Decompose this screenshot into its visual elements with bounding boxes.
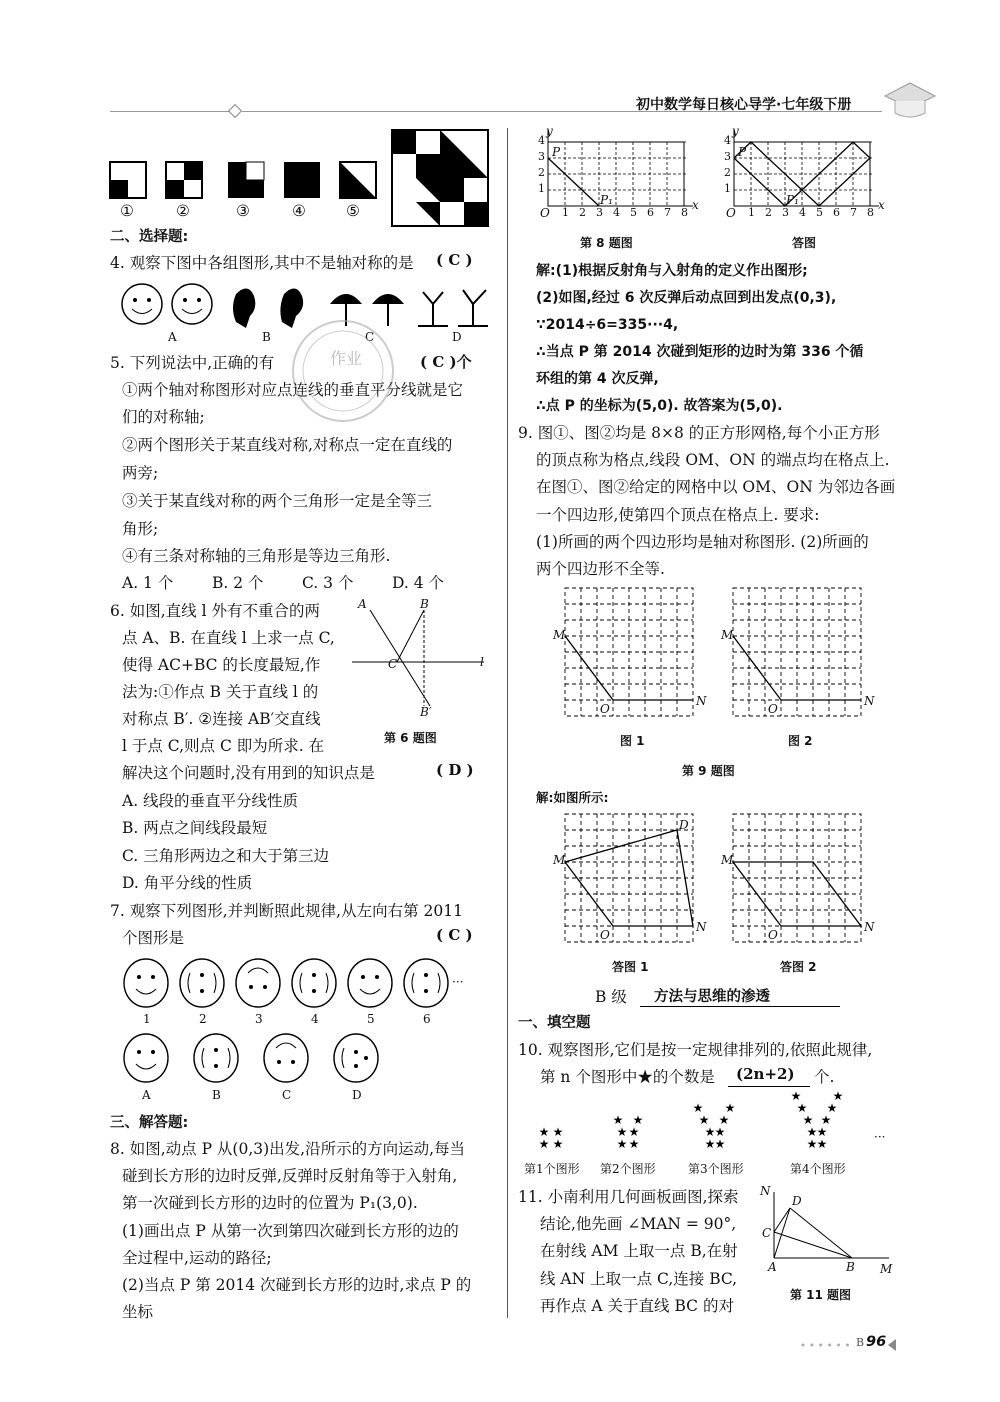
q8-sol-6: ∴点 P 的坐标为(5,0). 故答案为(5,0). [536,398,783,414]
q8-axis-o: O [540,206,550,220]
q7-num-4: 4 [311,1012,319,1026]
q9-fig1-o: O [600,702,610,716]
q9-caption: 第 9 题图 [682,764,735,778]
q9-fig1-m: M [553,628,566,642]
svg-text:★: ★ [826,1101,838,1115]
level-b-underline [640,1006,840,1007]
q5-option-d: D. 4 个 [392,574,445,592]
q7-num-1: 1 [143,1012,151,1026]
q11-caption: 第 11 题图 [790,1288,852,1302]
q11-line-4: 线 AN 上取一点 C,连接 BC, [540,1270,738,1288]
svg-text:★: ★ [538,1125,550,1139]
q4-text: 4. 观察下图中各组图形,其中不是轴对称的是 [110,254,414,272]
q9-fig2-n: N [864,694,875,708]
q10-line-1: 10. 观察图形,它们是按一定规律排列的,依照此规律, [518,1041,873,1059]
q8-xtick: 4 [799,206,806,219]
svg-text:★: ★ [724,1101,736,1115]
q8-axis-y: y [546,124,553,138]
q9-grid-2 [733,588,863,718]
q8-sol-3: ∵2014÷6=335···4, [536,317,679,333]
q9-fig2-o: O [768,702,778,716]
q7-line-1: 7. 观察下列图形,并判断照此规律,从左向右第 2011 [110,902,463,920]
section-answer-title: 三、解答题: [110,1115,189,1131]
svg-text:★: ★ [692,1101,704,1115]
q4-answer: ( C ) [436,251,473,269]
q9-answer-fig1-label: 答图 1 [612,960,649,974]
q11-line-1: 11. 小南利用几何画板画图,探索 [518,1188,739,1206]
q8-ytick: 4 [724,134,731,147]
q11-fig-b: B [846,1260,855,1274]
svg-text:★: ★ [806,1125,818,1139]
svg-text:★: ★ [816,1137,828,1151]
q11-fig-m: M [880,1262,893,1276]
header-diamond [228,104,242,118]
q8-ytick: 2 [538,166,545,179]
svg-text:★: ★ [704,1137,716,1151]
q6-line-6: l 于点 C,则点 C 即为所求. 在 [122,737,325,755]
q11-figure [764,1190,894,1270]
q8-ytick: 1 [538,182,545,195]
page-number: 96 [866,1334,887,1350]
q8-line-7: 坐标 [122,1303,154,1321]
q5-answer: ( C )个 [420,353,472,371]
q9-ans1-n: N [696,920,707,934]
q5-line-2: 们的对称轴; [122,408,205,426]
q6-option-a: A. 线段的垂直平分线性质 [122,792,299,810]
q5-line-7: ④有三条对称轴的三角形是等边三角形. [122,547,391,565]
q9-ans2-o: O [768,928,778,942]
q9-ans2-n: N [864,920,875,934]
q4-label-b: B [262,330,271,344]
svg-text:★: ★ [612,1113,624,1127]
q9-line-5: (1)所画的两个四边形均是轴对称图形. (2)所画的 [536,533,869,551]
q8-xtick: 1 [748,206,755,219]
page-dots: •••••• [800,1341,854,1352]
svg-text:★: ★ [718,1113,730,1127]
q8-xtick: 3 [596,206,603,219]
q8-sol-4: ∴当点 P 第 2014 次碰到矩形的边时为第 336 个循 [536,344,864,360]
svg-text:★: ★ [802,1113,814,1127]
q6-fig-a: A [358,597,367,611]
q9-line-2: 的顶点称为格点,线段 OM、ON 的端点均在格点上. [536,451,890,469]
svg-text:★: ★ [714,1125,726,1139]
q8-ytick: 3 [724,150,731,163]
q10-stars [530,1089,880,1152]
q9-answer-fig2-label: 答图 2 [780,960,817,974]
q7-num-6: 6 [423,1012,431,1026]
q9-fig1-n: N [696,694,707,708]
svg-text:★: ★ [714,1137,726,1151]
q10-blank-underline [728,1086,810,1087]
q9-fig2-m: M [721,628,734,642]
q9-ans1-o: O [600,928,610,942]
q9-line-1: 9. 图①、图②均是 8×8 的正方形网格,每个小正方形 [518,424,880,442]
q9-ans2-m: M [721,853,734,867]
q11-line-5: 再作点 A 关于直线 BC 的对 [540,1297,734,1315]
svg-text:★: ★ [628,1125,640,1139]
q7-num-3: 3 [255,1012,263,1026]
svg-text:★: ★ [538,1137,550,1151]
q6-fig-b: B [420,597,429,611]
q8-ytick: 4 [538,134,545,147]
q9-line-3: 在图①、图②给定的网格中以 OM、ON 为邻边各画 [536,478,896,496]
q9-grid-1 [565,588,695,718]
q3-label-1: ① [120,202,134,220]
q8-xtick: 6 [647,206,654,219]
q9-fig2-label: 图 2 [788,734,813,748]
svg-text:★: ★ [820,1113,832,1127]
q7-label-d: D [352,1088,362,1102]
svg-text:★: ★ [796,1101,808,1115]
q6-line-1: 6. 如图,直线 l 外有不重合的两 [110,602,320,620]
stamp-text: 作业 [330,349,363,368]
svg-text:★: ★ [806,1137,818,1151]
q10-line-2b: 个. [814,1068,835,1086]
q8-xtick: 5 [630,206,637,219]
q7-options [120,1032,420,1090]
q5-option-b: B. 2 个 [212,574,264,592]
q8-sol-2: (2)如图,经过 6 次反弹后动点回到出发点(0,3), [536,290,837,306]
q11-fig-a: A [768,1260,777,1274]
header-rule-left [110,111,230,112]
q8-answer-axis-o: O [726,206,736,220]
q8-line-4: (1)画出点 P 从第一次到第四次碰到长方形的边的 [122,1222,459,1240]
q6-line-7: 解决这个问题时,没有用到的知识点是 [122,764,375,782]
q10-label-4: 第4个图形 [790,1162,846,1176]
q8-xtick: 7 [850,206,857,219]
q6-line-2: 点 A、B. 在直线 l 上求一点 C, [122,629,335,647]
section-choice-title: 二、选择题: [110,229,189,245]
page-prefix: B [856,1336,865,1349]
q8-point-p: P [552,145,561,159]
svg-text:★: ★ [616,1125,628,1139]
q6-option-b: B. 两点之间线段最短 [122,819,268,837]
svg-text:★: ★ [616,1137,628,1151]
q7-num-5: 5 [367,1012,375,1026]
q9-solution: 解:如图所示: [536,790,609,805]
q8-xtick: 2 [765,206,772,219]
q6-figure [352,600,492,720]
q8-point-p1: P₁ [600,193,613,207]
q8-line-3: 第一次碰到长方形的边时的位置为 P₁(3,0). [122,1194,418,1212]
q8-xtick: 8 [867,206,874,219]
q6-line-5: 对称点 B′. ②连接 AB′交直线 [122,710,321,728]
q11-line-2: 结论,他先画 ∠MAN = 90°, [540,1215,737,1233]
q3-label-4: ④ [292,202,306,220]
q5-text: 5. 下列说法中,正确的有 [110,354,275,372]
stamp [288,316,398,426]
svg-text:★: ★ [832,1089,844,1103]
q7-faces [120,955,460,1015]
q10-ellipsis: ··· [874,1130,886,1144]
q6-option-d: D. 角平分线的性质 [122,874,253,892]
q8-line-6: (2)当点 P 第 2014 次碰到长方形的边时,求点 P 的 [122,1276,472,1294]
q7-label-b: B [212,1088,221,1102]
q11-line-3: 在射线 AM 上取一点 B,在射 [540,1242,738,1260]
q7-line-2: 个图形是 [122,929,185,947]
q3-label-3: ③ [236,202,250,220]
q3-label-2: ② [176,202,190,220]
q8-xtick: 8 [681,206,688,219]
q8-xtick: 5 [816,206,823,219]
q8-sol-5: 环组的第 4 次反弹, [536,371,659,387]
q8-sol-1: 解:(1)根据反射角与入射角的定义作出图形; [536,263,808,279]
q8-answer-point-p1: P₁ [786,193,799,207]
q5-line-6: 角形; [122,520,159,538]
q8-xtick: 4 [613,206,620,219]
q5-line-4: 两旁; [122,464,159,482]
q8-answer-axis-y: y [732,124,739,138]
q8-xtick: 2 [579,206,586,219]
q8-xtick: 1 [562,206,569,219]
q5-option-a: A. 1 个 [122,574,174,592]
q6-fig-bp: B′ [420,705,432,719]
svg-text:★: ★ [704,1125,716,1139]
q7-num-2: 2 [199,1012,207,1026]
level-b-title: 方法与思维的渗透 [654,989,770,1005]
q8-xtick: 7 [664,206,671,219]
q10-blank: (2n+2) [736,1065,795,1083]
graduation-cap-icon [880,68,940,128]
q8-line-5: 全过程中,运动的路径; [122,1249,272,1267]
q9-answer-grid-2 [733,814,863,944]
q9-answer-grid-1 [565,814,695,944]
page-arrow-icon [888,1339,896,1351]
q10-line-2a: 第 n 个图形中★的个数是 [540,1068,715,1086]
q6-caption: 第 6 题图 [384,731,437,745]
q8-answer-caption: 答图 [792,236,817,250]
q11-fig-c: C [762,1226,772,1240]
q11-fig-d: D [792,1194,802,1208]
q7-label-a: A [142,1088,151,1102]
q7-answer: ( C ) [436,926,473,944]
q6-line-4: 法为:①作点 B 关于直线 l 的 [122,683,319,701]
q4-label-a: A [168,330,177,344]
q8-line-1: 8. 如图,动点 P 从(0,3)出发,沿所示的方向运动,每当 [110,1140,466,1158]
q9-line-4: 一个四边形,使第四个顶点在格点上. 要求: [536,506,820,524]
q5-line-1: ①两个轴对称图形对应点连线的垂直平分线就是它 [122,381,464,399]
q6-line-3: 使得 AC+BC 的长度最短,作 [122,656,321,674]
q7-label-c: C [282,1088,292,1102]
q6-answer: ( D ) [436,761,474,779]
q9-line-6: 两个四边形不全等. [536,560,665,578]
q6-fig-l: l [480,655,484,669]
q8-ytick: 3 [538,150,545,163]
q8-axis-x: x [692,198,699,212]
q10-label-2: 第2个图形 [600,1162,656,1176]
section-fill-title: 一、填空题 [518,1015,591,1031]
q8-answer-axis-x: x [878,198,885,212]
q8-ytick: 2 [724,166,731,179]
level-b-label: B 级 [595,988,627,1006]
q9-ans1-d: D [679,818,689,832]
q5-option-c: C. 3 个 [302,574,354,592]
q11-fig-n: N [760,1184,771,1198]
q9-fig1-label: 图 1 [620,734,645,748]
svg-text:★: ★ [790,1089,802,1103]
q6-fig-c: C [388,657,398,671]
q3-label-5: ⑤ [346,202,360,220]
column-divider [507,128,508,1318]
svg-text:★: ★ [698,1113,710,1127]
q8-ytick: 1 [724,182,731,195]
q8-answer-point-p: P [738,145,747,159]
q10-label-1: 第1个图形 [524,1162,580,1176]
q8-caption: 第 8 题图 [580,236,633,250]
svg-text:★: ★ [552,1137,564,1151]
q8-xtick: 3 [782,206,789,219]
svg-text:★: ★ [632,1113,644,1127]
q5-line-5: ③关于某直线对称的两个三角形一定是全等三 [122,492,433,510]
q6-option-c: C. 三角形两边之和大于第三边 [122,847,330,865]
q10-label-3: 第3个图形 [688,1162,744,1176]
q8-line-2: 碰到长方形的边时反弹,反弹时反射角等于入射角, [122,1167,458,1185]
q7-ellipsis: ··· [452,975,464,989]
q5-line-3: ②两个图形关于某直线对称,对称点一定在直线的 [122,436,453,454]
svg-text:★: ★ [552,1125,564,1139]
svg-text:★: ★ [628,1137,640,1151]
header-title: 初中数学每日核心导学·七年级下册 [636,97,852,113]
q4-label-d: D [452,330,462,344]
svg-text:★: ★ [816,1125,828,1139]
q8-xtick: 6 [833,206,840,219]
q9-ans1-m: M [553,853,566,867]
q4-label-c: C [365,330,375,344]
